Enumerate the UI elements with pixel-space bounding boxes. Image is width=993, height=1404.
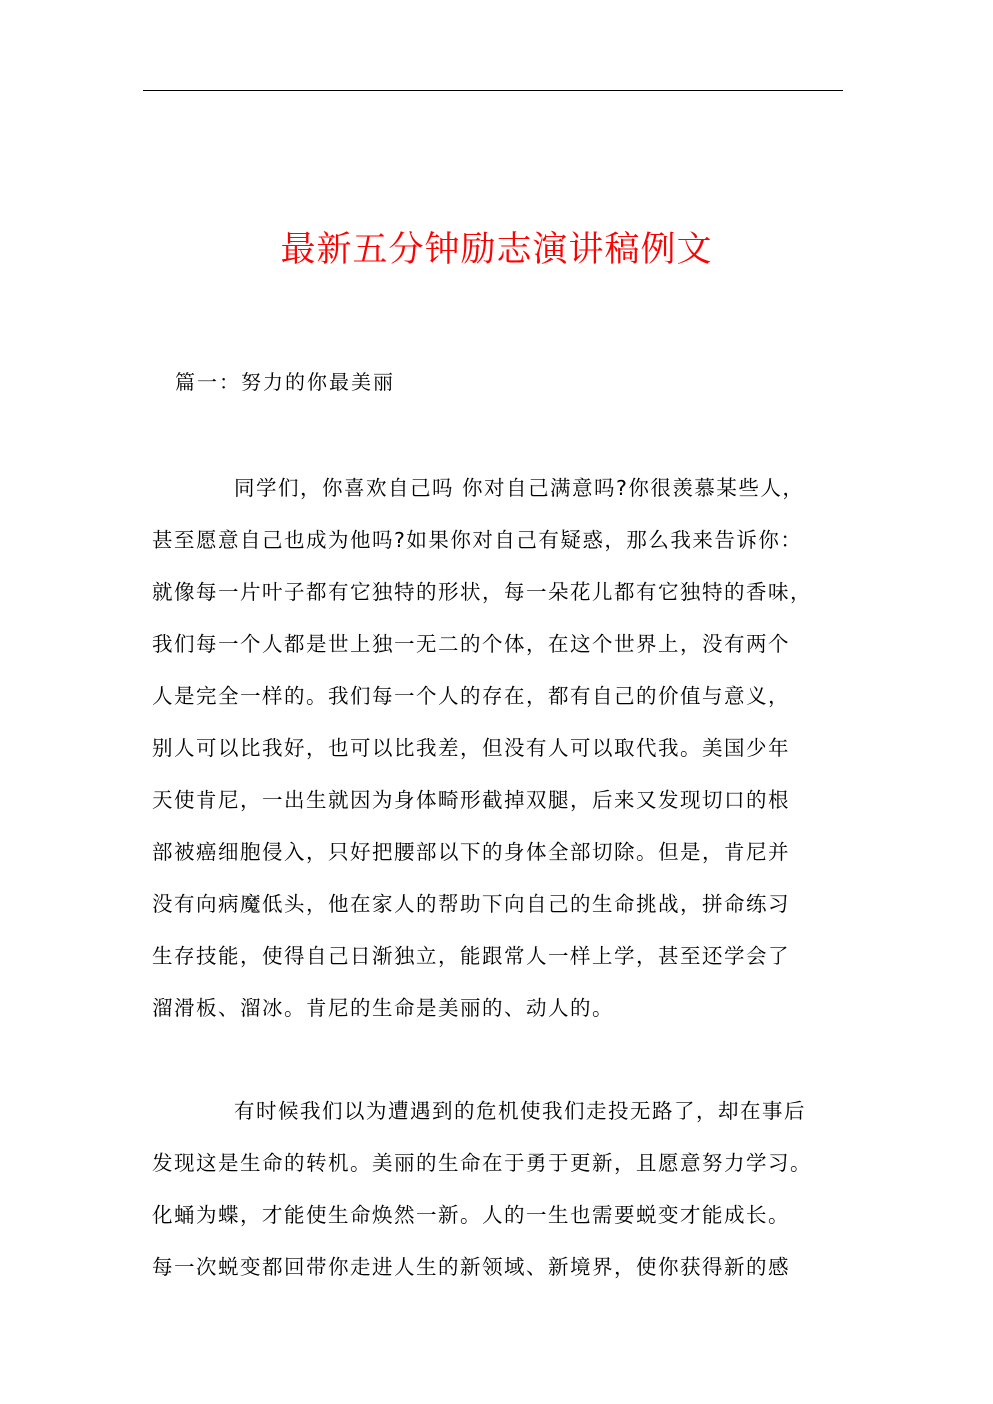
paragraph-line: 发现这是生命的转机。美丽的生命在于勇于更新，且愿意努力学习。 xyxy=(152,1151,812,1175)
paragraph-line: 化蛹为蝶，才能使生命焕然一新。人的一生也需要蜕变才能成长。 xyxy=(152,1203,790,1227)
paragraph-line: 部被癌细胞侵入，只好把腰部以下的身体全部切除。但是，肯尼并 xyxy=(152,840,790,864)
paragraph-1 xyxy=(152,462,852,1034)
paragraph-line: 每一次蜕变都回带你走进人生的新领域、新境界，使你获得新的感 xyxy=(152,1255,790,1279)
section-heading: 篇一：努力的你最美丽 xyxy=(175,370,395,394)
paragraph-line: 天使肯尼，一出生就因为身体畸形截掉双腿，后来又发现切口的根 xyxy=(152,788,790,812)
paragraph-line: 我们每一个人都是世上独一无二的个体，在这个世界上，没有两个 xyxy=(152,632,790,656)
document-title: 最新五分钟励志演讲稿例文 xyxy=(280,230,713,270)
paragraph-line: 人是完全一样的。我们每一个人的存在，都有自己的价值与意义， xyxy=(152,684,790,708)
paragraph-line: 有时候我们以为遭遇到的危机使我们走投无路了，却在事后 xyxy=(234,1099,806,1123)
paragraph-2 xyxy=(152,1085,852,1293)
paragraph-line: 别人可以比我好，也可以比我差，但没有人可以取代我。美国少年 xyxy=(152,736,790,760)
paragraph-line: 就像每一片叶子都有它独特的形状，每一朵花儿都有它独特的香味， xyxy=(152,580,812,604)
paragraph-line: 没有向病魔低头，他在家人的帮助下向自己的生命挑战，拼命练习 xyxy=(152,892,790,916)
paragraph-line: 甚至愿意自己也成为他吗?如果你对自己有疑惑，那么我来告诉你： xyxy=(152,528,803,552)
paragraph-line: 同学们，你喜欢自己吗 你对自己满意吗?你很羡慕某些人， xyxy=(234,476,805,500)
paragraph-line: 溜滑板、溜冰。肯尼的生命是美丽的、动人的。 xyxy=(152,996,614,1020)
paragraph-line: 生存技能，使得自己日渐独立，能跟常人一样上学，甚至还学会了 xyxy=(152,944,790,968)
header-rule xyxy=(143,90,843,91)
